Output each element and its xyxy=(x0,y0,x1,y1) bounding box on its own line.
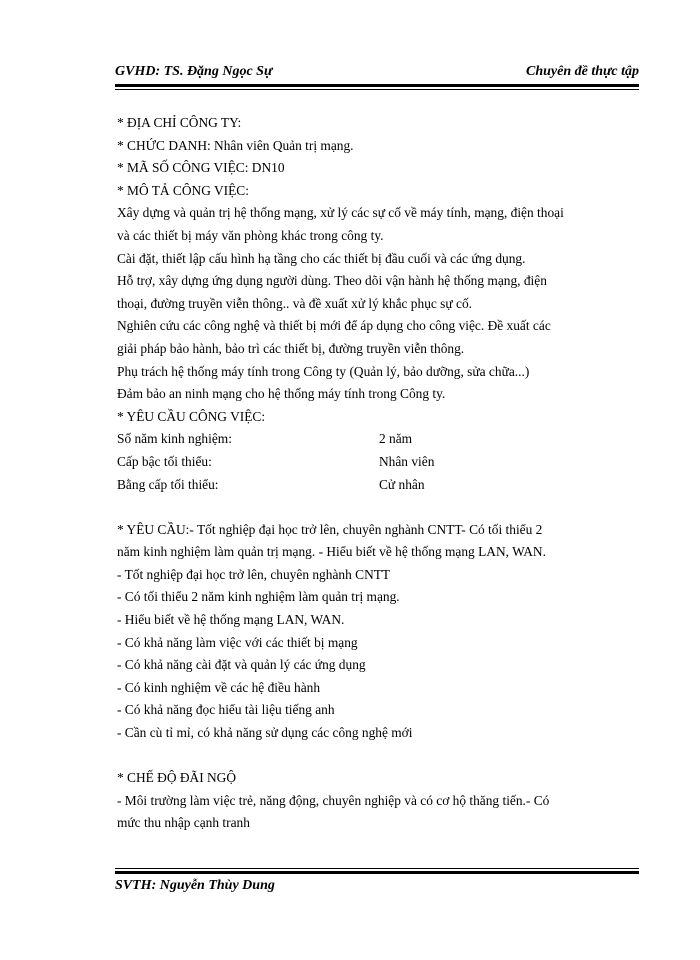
requirement-row xyxy=(117,428,636,451)
company-address-heading: * ĐỊA CHỈ CÔNG TY: xyxy=(117,115,242,130)
job-code-line: * MÃ SỐ CÔNG VIỆC: DN10 xyxy=(117,160,285,176)
requirements-detail-line: - Tốt nghiệp đại học trở lên, chuyên nghành CNTT xyxy=(117,566,391,582)
description-line: Phụ trách hệ thống máy tính trong Công ty (Quản lý, bảo dưỡng, sửa chữa...) xyxy=(117,363,530,379)
requirements-detail-line: năm kinh nghiệm làm quản trị mạng. - Hiểu biết về hệ thống mạng LAN, WAN. xyxy=(117,544,546,560)
requirements-detail-line: - Cần cù tỉ mỉ, có khả năng sử dụng các công nghệ mới xyxy=(117,725,413,741)
requirements-detail-line: - Có khả năng đọc hiểu tài liệu tiếng anh xyxy=(117,702,335,718)
description-line: thoại, đường truyền viễn thông.. và đề xuất xử lý khắc phục sự cố. xyxy=(117,295,472,311)
requirements-detail-line: * YÊU CẦU:- Tốt nghiệp đại học trở lên, chuyên nghành CNTT- Có tối thiểu 2 xyxy=(117,521,543,537)
description-line: Đảm bảo an ninh mạng cho hệ thống máy tính trong Công ty. xyxy=(117,386,446,402)
requirement-label: Bằng cấp tối thiểu: xyxy=(117,476,219,492)
page-footer: SVTH: Nguyễn Thùy Dung xyxy=(115,878,275,893)
job-title-line: * CHỨC DANH: Nhân viên Quản trị mạng. xyxy=(117,137,354,153)
benefits-heading: * CHẾ ĐỘ ĐÃI NGỘ xyxy=(117,770,237,786)
document-body xyxy=(117,112,636,835)
requirement-value: Nhân viên xyxy=(379,453,435,469)
blank-line xyxy=(117,496,636,519)
requirement-row xyxy=(117,474,636,497)
description-line: Hỗ trợ, xây dựng ứng dụng người dùng. Theo dõi vận hành hệ thống mạng, điện xyxy=(117,273,547,289)
description-line: Cài đặt, thiết lập cấu hình hạ tầng cho các thiết bị đầu cuối và các ứng dụng. xyxy=(117,250,526,266)
benefits-line: mức thu nhập cạnh tranh xyxy=(117,815,250,831)
description-line: Nghiên cứu các công nghệ và thiết bị mới để áp dụng cho công việc. Đề xuất các xyxy=(117,318,551,334)
benefits-line: - Môi trường làm việc trẻ, năng động, chuyên nghiệp và có cơ hộ thăng tiến.- Có xyxy=(117,792,550,808)
requirement-value: 2 năm xyxy=(379,431,413,447)
requirements-detail-line: - Có khả năng làm việc với các thiết bị mạng xyxy=(117,634,358,650)
requirement-value: Cử nhân xyxy=(379,476,425,492)
requirements-detail-line: - Có tối thiểu 2 năm kinh nghiệm làm quản trị mạng. xyxy=(117,589,400,605)
description-line: giải pháp bảo hành, bảo trì các thiết bị, đường truyền viễn thông. xyxy=(117,340,465,356)
requirement-row xyxy=(117,451,636,474)
header-title: Chuyên đề thực tập xyxy=(525,64,639,79)
requirement-label: Số năm kinh nghiệm: xyxy=(117,431,232,447)
blank-line xyxy=(117,745,636,768)
requirements-detail-line: - Có khả năng cài đặt và quản lý các ứng dụng xyxy=(117,657,366,673)
requirement-label: Cấp bậc tối thiểu: xyxy=(117,453,212,469)
requirements-detail-line: - Có kinh nghiệm về các hệ điều hành xyxy=(117,679,321,695)
page-header xyxy=(115,62,639,84)
description-heading: * MÔ TẢ CÔNG VIỆC: xyxy=(117,182,249,198)
description-line: và các thiết bị máy văn phòng khác trong công ty. xyxy=(117,227,384,243)
description-line: Xây dựng và quản trị hệ thống mạng, xử lý các sự cố về máy tính, mạng, điện thoại xyxy=(117,205,564,221)
header-advisor: GVHD: TS. Đặng Ngọc Sự xyxy=(115,64,273,79)
requirements-detail-line: - Hiểu biết về hệ thống mạng LAN, WAN. xyxy=(117,612,345,628)
footer-rule-thin xyxy=(115,868,639,869)
header-rule-thin xyxy=(115,89,639,90)
header-rule-thick xyxy=(115,84,639,87)
footer-rule-thick xyxy=(115,871,639,874)
requirements-heading: * YÊU CẦU CÔNG VIỆC: xyxy=(117,408,266,424)
